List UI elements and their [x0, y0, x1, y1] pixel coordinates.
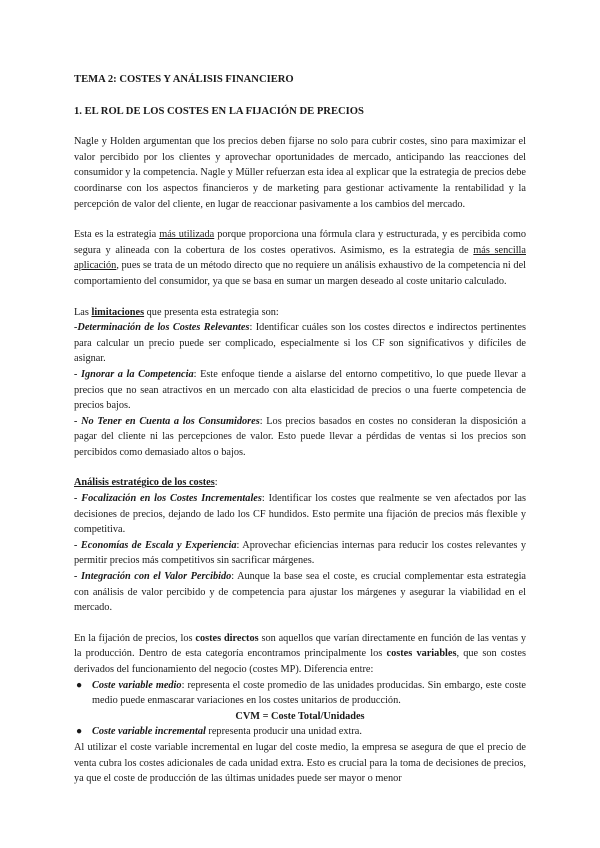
analysis-item: - Focalización en los Costes Incrementales: Identificar los costes que realmente se ven afectados por las decisiones de precios, dejando de lado los CF hundidos. Esto permite una fijación de precios más flexible y competitiva.	[74, 493, 526, 536]
limitations-intro: Las limitaciones que presenta esta estrategia son:	[74, 306, 279, 318]
chapter-title: TEMA 2: COSTES Y ANÁLISIS FINANCIERO	[74, 74, 294, 85]
analysis-item: - Integración con el Valor Percibido: Aunque la base sea el coste, es crucial complementar esta estrategia con análisis de valor percibido y de competencia para ajustar los márgenes y asegurar la viabilidad en el mercado.	[74, 571, 526, 614]
direct-costs-paragraph: En la fijación de precios, los costes directos son aquellos que varían directamente en función de las ventas y la producción. Dentro de esta categoría encontramos principalmente los costes variables, que son costes derivados del funcionamiento del negocio (costes MP). Diferencia entre:	[74, 632, 526, 675]
closing-paragraph: Al utilizar el coste variable incremental en lugar del coste medio, la empresa se asegura de que el precio de venta cubra los costes adicionales de cada unidad extra. Esto es crucial para la toma de decisiones de precios, ya que el coste de producción de las últimas unidades puede ser mayor o menor	[74, 741, 526, 785]
limitation-item: -Determinación de los Costes Relevantes: Identificar cuáles son los costes directos e indirectos pertinentes para calcular un precio puede ser complicado, especialmente si los CF son significativos y difíciles de asignar.	[74, 322, 526, 365]
intro-paragraph: Nagle y Holden argumentan que los precios deben fijarse no solo para cubrir costes, sino para maximizar el valor percibido por los clientes y aprovechar oportunidades de mercado, anticipando las reacciones del consumidor y la competencia. Nagle y Müller refuerzan esta idea al explicar que la estrategia de precios debe coordinarse con los aspectos financieros y de marketing para gestionar activamente la rentabilidad y la percepción de valor del cliente, en lugar de reaccionar pasivamente a los cambios del mercado.	[74, 136, 526, 210]
limitation-item: - No Tener en Cuenta a los Consumidores: Los precios basados en costes no consideran la disposición a pagar del cliente ni las percepciones de valor. Esto puede llevar a pérdidas de ventas si los precios son percibidos como demasiado altos o bajos.	[74, 415, 526, 458]
cvm-formula: CVM = Coste Total/Unidades	[235, 710, 365, 722]
limitations-emphasis: limitaciones	[91, 306, 145, 318]
analysis-item: - Economías de Escala y Experiencia: Aprovechar eficiencias internas para reducir los costes relevantes y permitir precios más competitivos sin sacrificar márgenes.	[74, 539, 526, 567]
bullet-icon: ●	[76, 679, 83, 691]
most-used-emphasis: más utilizada	[159, 229, 215, 241]
section-title: 1. EL ROL DE LOS COSTES EN LA FIJACIÓN DE PRECIOS	[74, 105, 364, 117]
strategy-paragraph: Esta es la estrategia más utilizada porque proporciona una fórmula clara y estructurada, y es percibida como segura y alineada con la cobertura de los costes operativos. Asimismo, es la estrategia de más sencilla aplicación, pues se trata de un método directo que no requiere un análisis exhaustivo de la competencia ni del comportamiento del consumidor, ya que se basa en sumar un margen deseado al coste unitario calculado.	[74, 229, 526, 287]
bullet-average-variable-cost: ● Coste variable medio: representa el coste promedio de las unidades producidas. Sin embargo, este coste medio puede enmascarar variaciones en los costes unitarios de producción.	[76, 679, 527, 707]
analysis-heading: Análisis estratégico de los costes:	[74, 477, 218, 489]
limitation-item: - Ignorar a la Competencia: Este enfoque tiende a aislarse del entorno competitivo, lo que puede llevar a precios que no sean atractivos en un mercado con alta elasticidad de precios o una fuerte competencia de precios bajos.	[74, 368, 526, 412]
simple-application-emphasis: más sencilla aplicación	[74, 244, 526, 272]
bullet-icon: ●	[76, 726, 83, 738]
bullet-incremental-variable-cost: ● Coste variable incremental representa producir una unidad extra.	[74, 724, 526, 740]
document-page	[74, 68, 526, 787]
